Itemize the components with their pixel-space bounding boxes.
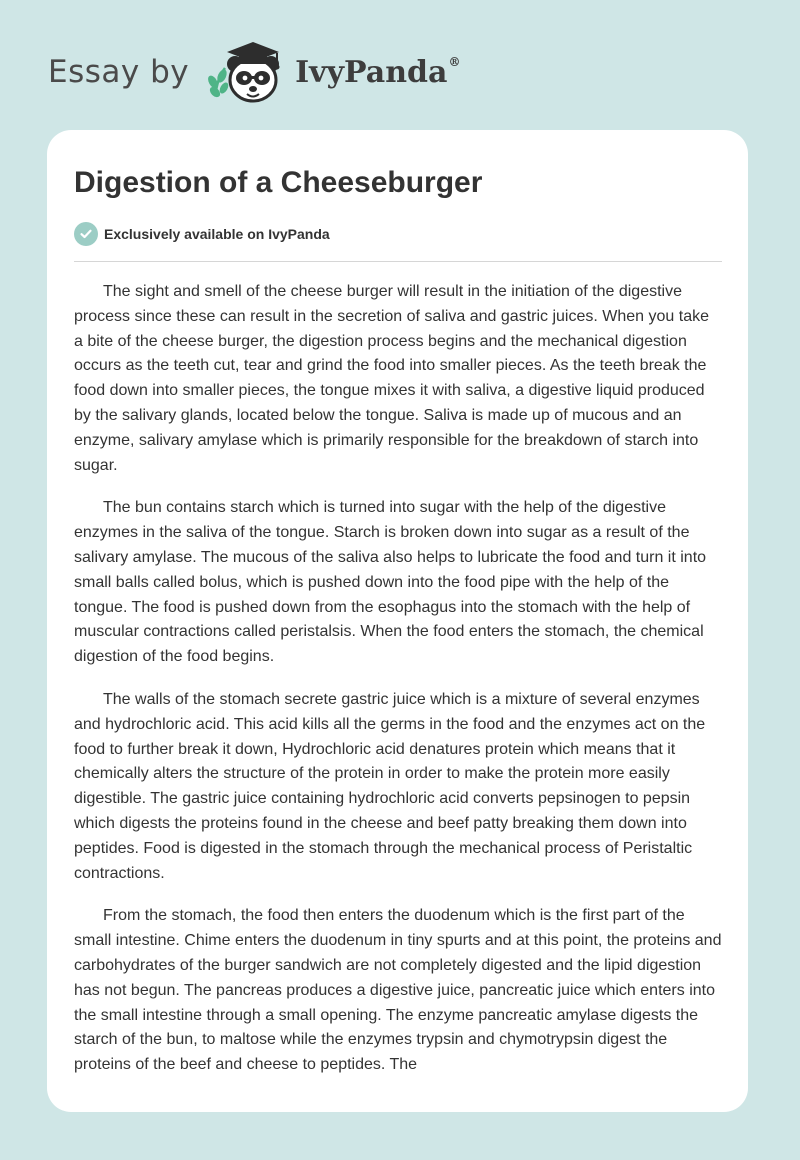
site-header	[48, 36, 460, 108]
paragraph: The bun contains starch which is turned into sugar with the help of the digestive enzymes in the saliva of the tongue. Starch is broken down into sugar as a result of the salivary amylase. The mucous of the saliva also helps to lubricate the food and turn it into small balls called bolus, which is pushed down into the food pipe with the help of the tongue. The food is pushed down from the esophagus into the stomach with the help of muscular contractions called peristalsis. When the food enters the stomach, the chemical digestion of the food begins.	[74, 499, 707, 666]
brand-prefix: Essay by	[48, 54, 190, 90]
paragraph: The sight and smell of the cheese burger will result in the initiation of the digestive process since these can result in the secretion of saliva and gastric juices. When you take a bite of the cheese burger, the digestion process begins and the mechanical digestion occurs as the teeth cut, tear and grind the food into smaller pieces. As the teeth break the food down into smaller pieces, the tongue mixes it with saliva, a digestive liquid produced by the salivary glands, located below the tongue. Saliva is made up of mucous and an enzyme, salivary amylase which is primarily responsible for the breakdown of starch into sugar.	[74, 283, 709, 474]
paragraph: The walls of the stomach secrete gastric juice which is a mixture of several enzymes and hydrochloric acid. This acid kills all the germs in the food and the enzymes act on the food to further break it down, Hydrochloric acid denatures protein which means that it chemically alters the structure of the protein in order to make the protein more easily digestible. The gastric juice containing hydrochloric acid converts pepsinogen to pepsin which digests the proteins found in the cheese and beef patty breaking them down into peptides. Food is digested in the stomach through the mechanical process of Peristaltic contractions.	[74, 690, 706, 882]
essay-card	[47, 130, 748, 1112]
exclusive-badge	[74, 222, 330, 246]
registered-mark: ®	[448, 54, 461, 69]
page-title: Digestion of a Cheeseburger	[74, 166, 483, 199]
panda-graduate-icon[interactable]	[205, 34, 291, 111]
paragraph: From the stomach, the food then enters the duodenum which is the first part of the small intestine. Chime enters the duodenum in tiny spurts and at this point, the proteins and carbohydrates of the burger sandwich are not completely digested and the lipid digestion has not begun. The pancreas produces a digestive juice, pancreatic juice which enters into the small intestine through a small opening. The enzyme pancreatic amylase digests the starch of the bun, to maltose while the enzymes trypsin and chymotrypsin digest the proteins of the beef and cheese to peptides. The	[74, 907, 722, 1074]
badge-label: Exclusively available on IvyPanda	[104, 226, 330, 242]
check-circle-icon	[74, 222, 98, 246]
brand-name[interactable]	[295, 55, 460, 90]
essay-body	[74, 280, 722, 1096]
brand-name-text: IvyPanda	[295, 54, 448, 90]
divider	[74, 261, 722, 262]
